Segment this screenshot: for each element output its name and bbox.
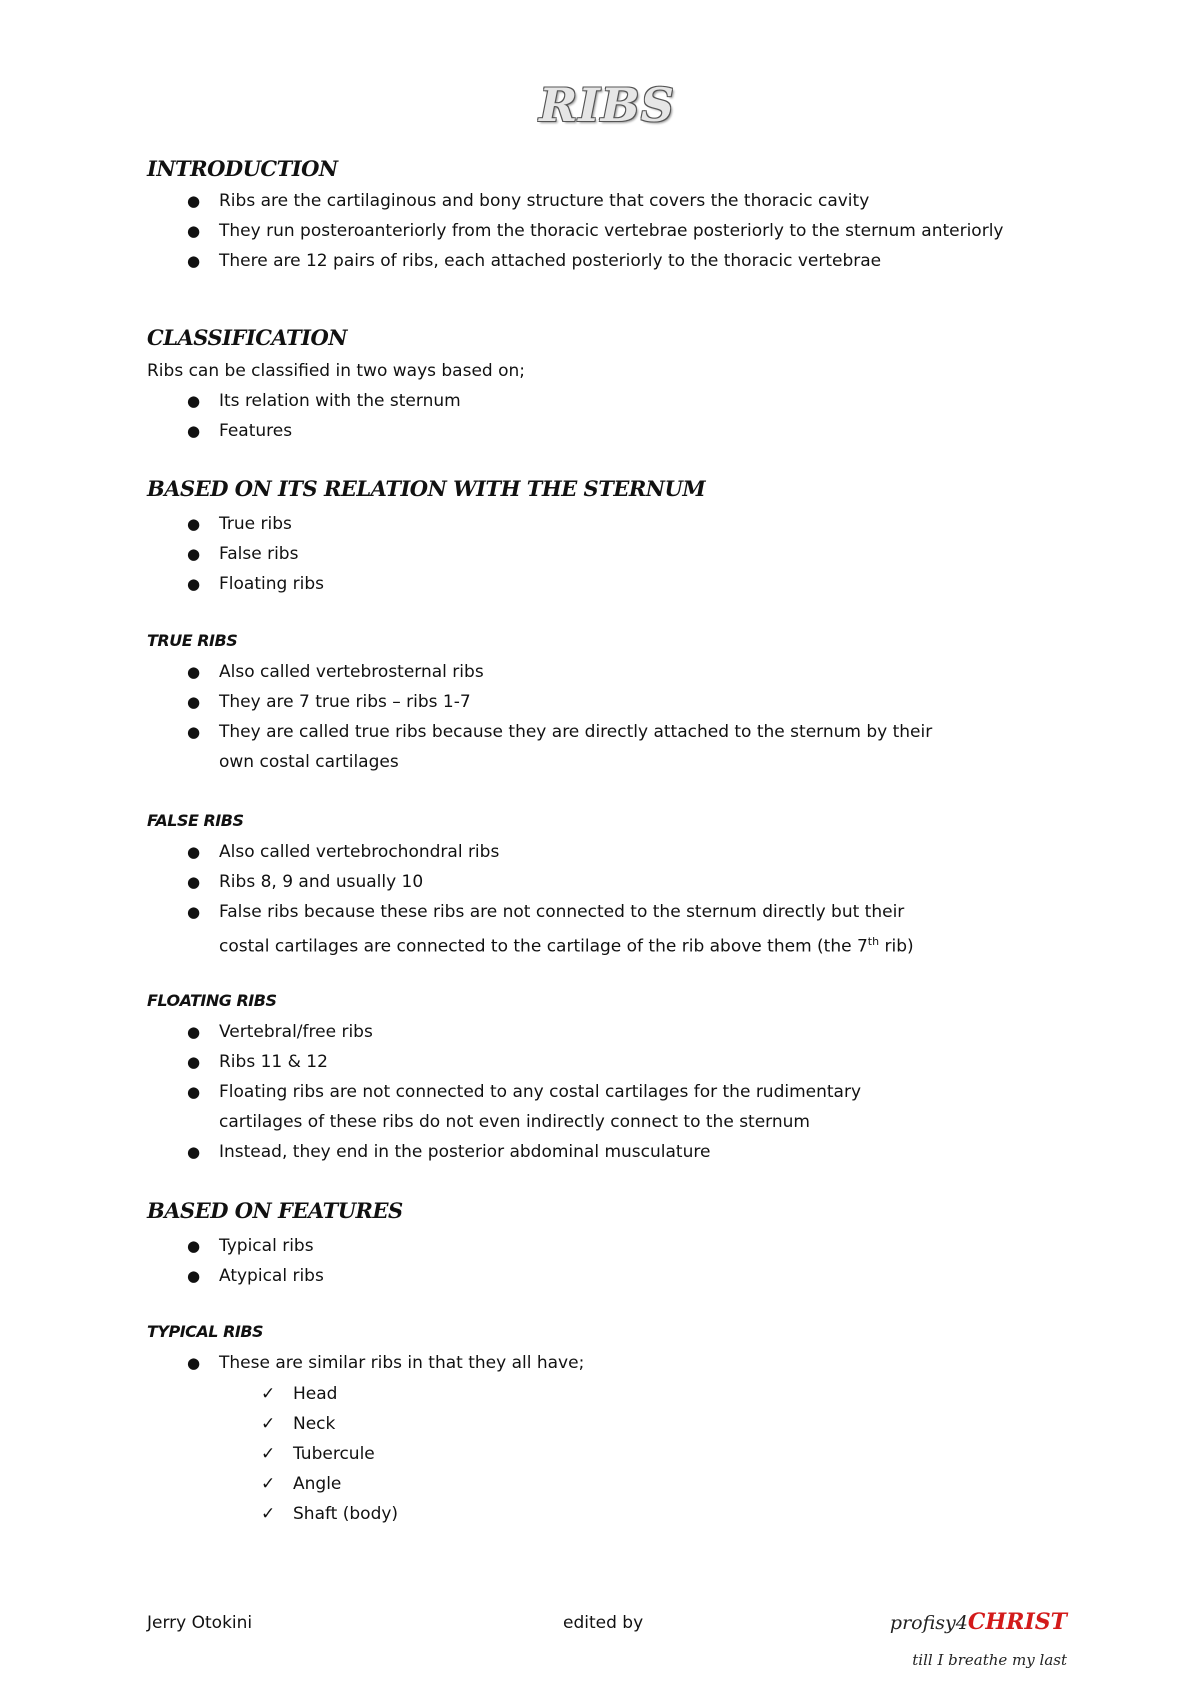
list-item: ● Floating ribs bbox=[147, 569, 1067, 599]
bullet-icon: ● bbox=[187, 723, 201, 741]
check-icon: ✓ bbox=[261, 1384, 276, 1404]
bullet-icon: ● bbox=[187, 1023, 201, 1041]
bullet-icon: ● bbox=[187, 1354, 201, 1372]
classification-intro: Ribs can be classified in two ways based on; bbox=[147, 361, 526, 381]
bullet-icon: ● bbox=[187, 843, 201, 861]
introduction-heading: INTRODUCTION bbox=[147, 156, 338, 181]
typical-ribs-heading: TYPICAL RIBS bbox=[147, 1322, 264, 1341]
true-ribs-list bbox=[147, 657, 1067, 777]
list-item: ● Its relation with the sternum bbox=[147, 386, 1067, 416]
classification-heading: CLASSIFICATION bbox=[147, 325, 347, 350]
typical-ribs-checklist bbox=[147, 1379, 1067, 1529]
list-item: ● There are 12 pairs of ribs, each attached posteriorly to the thoracic vertebrae bbox=[147, 246, 1067, 276]
sternum-relation-heading: BASED ON ITS RELATION WITH THE STERNUM bbox=[147, 476, 706, 501]
brand-tagline: till I breathe my last bbox=[912, 1651, 1067, 1669]
author-name: Jerry Otokini bbox=[147, 1613, 253, 1633]
bullet-icon: ● bbox=[187, 515, 201, 533]
document-title: RIBS bbox=[539, 78, 675, 132]
introduction-list bbox=[147, 186, 1067, 276]
list-item: ● Floating ribs are not connected to any costal cartilages for the rudimentary cartilages of these ribs do not even indirectly connect to the sternum bbox=[147, 1077, 1067, 1137]
bullet-icon: ● bbox=[187, 1237, 201, 1255]
bullet-icon: ● bbox=[187, 1083, 201, 1101]
list-item: ● True ribs bbox=[147, 509, 1067, 539]
list-item: ● Also called vertebrochondral ribs bbox=[147, 837, 1067, 867]
bullet-icon: ● bbox=[187, 1053, 201, 1071]
check-item: ✓ Shaft (body) bbox=[147, 1499, 1067, 1529]
floating-ribs-list bbox=[147, 1017, 1067, 1167]
bullet-icon: ● bbox=[187, 575, 201, 593]
typical-ribs-list bbox=[147, 1348, 1067, 1378]
bullet-icon: ● bbox=[187, 663, 201, 681]
bullet-icon: ● bbox=[187, 1267, 201, 1285]
list-item: ● Ribs 11 & 12 bbox=[147, 1047, 1067, 1077]
list-item: ● Also called vertebrosternal ribs bbox=[147, 657, 1067, 687]
list-item: ● Features bbox=[147, 416, 1067, 446]
bullet-icon: ● bbox=[187, 392, 201, 410]
list-item: ● Typical ribs bbox=[147, 1231, 1067, 1261]
bullet-icon: ● bbox=[187, 422, 201, 440]
bullet-icon: ● bbox=[187, 873, 201, 891]
bullet-icon: ● bbox=[187, 252, 201, 270]
list-item: ● They are called true ribs because they are directly attached to the sternum by their own costal cartilages bbox=[147, 717, 1067, 777]
check-item: ✓ Head bbox=[147, 1379, 1067, 1409]
bullet-icon: ● bbox=[187, 222, 201, 240]
check-item: ✓ Tubercule bbox=[147, 1439, 1067, 1469]
bullet-icon: ● bbox=[187, 903, 201, 921]
false-ribs-list bbox=[147, 837, 1067, 962]
edited-by-label: edited by bbox=[563, 1613, 644, 1633]
check-icon: ✓ bbox=[261, 1444, 276, 1464]
check-item: ✓ Neck bbox=[147, 1409, 1067, 1439]
brand-logo: profisy4CHRIST bbox=[889, 1609, 1067, 1635]
classification-list bbox=[147, 386, 1067, 446]
list-item: ● Vertebral/free ribs bbox=[147, 1017, 1067, 1047]
list-item: ● False ribs bbox=[147, 539, 1067, 569]
features-heading: BASED ON FEATURES bbox=[147, 1198, 403, 1223]
sternum-relation-list bbox=[147, 509, 1067, 599]
check-icon: ✓ bbox=[261, 1504, 276, 1524]
features-list bbox=[147, 1231, 1067, 1291]
bullet-icon: ● bbox=[187, 545, 201, 563]
bullet-icon: ● bbox=[187, 192, 201, 210]
true-ribs-heading: TRUE RIBS bbox=[147, 631, 238, 650]
list-item: ● False ribs because these ribs are not connected to the sternum directly but their costal cartilages are connected to the cartilage of the rib above them (the 7th rib) bbox=[147, 897, 1067, 962]
floating-ribs-heading: FLOATING RIBS bbox=[147, 991, 277, 1010]
list-item: ● These are similar ribs in that they all have; bbox=[147, 1348, 1067, 1378]
bullet-icon: ● bbox=[187, 693, 201, 711]
check-item: ✓ Angle bbox=[147, 1469, 1067, 1499]
list-item: ● They run posteroanteriorly from the thoracic vertebrae posteriorly to the sternum anteriorly bbox=[147, 216, 1067, 246]
page-footer bbox=[147, 1609, 1067, 1683]
list-item: ● Ribs 8, 9 and usually 10 bbox=[147, 867, 1067, 897]
list-item: ● Ribs are the cartilaginous and bony structure that covers the thoracic cavity bbox=[147, 186, 1067, 216]
list-item: ● They are 7 true ribs – ribs 1-7 bbox=[147, 687, 1067, 717]
bullet-icon: ● bbox=[187, 1143, 201, 1161]
check-icon: ✓ bbox=[261, 1414, 276, 1434]
check-icon: ✓ bbox=[261, 1474, 276, 1494]
list-item: ● Instead, they end in the posterior abdominal musculature bbox=[147, 1137, 1067, 1167]
list-item: ● Atypical ribs bbox=[147, 1261, 1067, 1291]
false-ribs-heading: FALSE RIBS bbox=[147, 811, 244, 830]
